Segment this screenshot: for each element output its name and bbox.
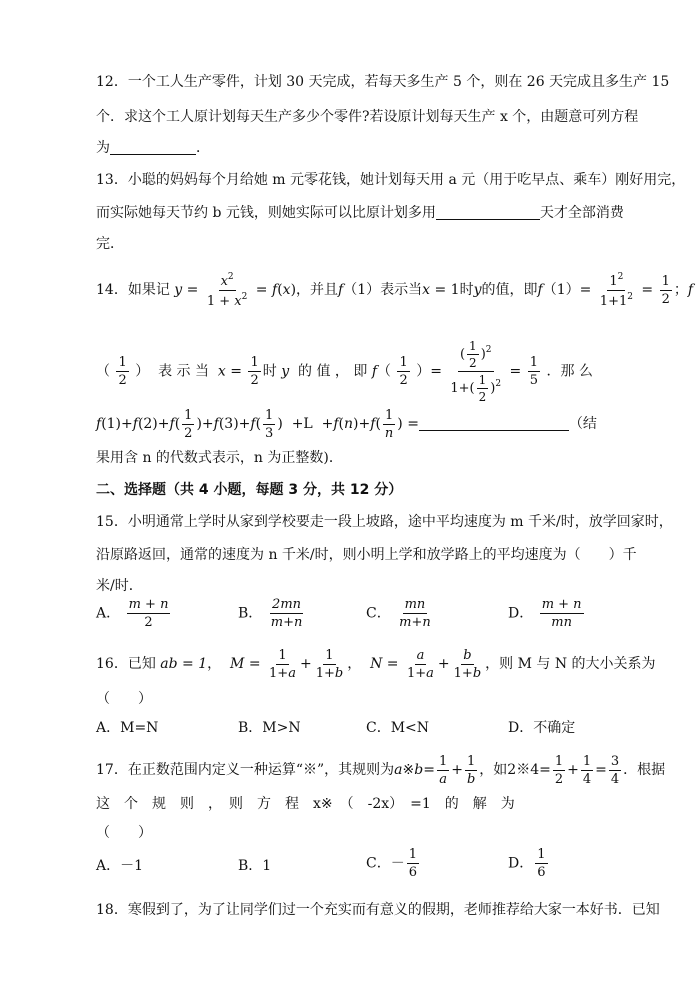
option-label: A． bbox=[96, 605, 121, 622]
q13-suffix: 天才全部消费 bbox=[539, 205, 624, 221]
q17-text2: ，如 bbox=[479, 762, 508, 778]
q12-answer-blank[interactable] bbox=[110, 140, 196, 155]
option-label: B． bbox=[238, 605, 263, 622]
q14-fraction-x: $\frac{1}{2}$ bbox=[250, 355, 259, 388]
q14-fraction-f1: $\frac{1^2}{1+1^2}$ bbox=[599, 271, 633, 309]
option-label: D． bbox=[508, 605, 534, 622]
option-den: m+n bbox=[399, 615, 431, 630]
option-label: C．－ bbox=[366, 855, 405, 872]
q16-m-label: M = bbox=[230, 656, 261, 672]
q14-fraction-fifth: $\frac{1}{5}$ bbox=[529, 355, 539, 388]
q17-frac-half: $\frac{1}{2}$ bbox=[554, 753, 564, 787]
q13-prefix: 而实际她每天节约 b 元钱，则她实际可以比原计划多用 bbox=[96, 205, 436, 221]
q15-option-d[interactable] bbox=[508, 598, 586, 629]
q14-text5: 的值，即 bbox=[481, 282, 538, 298]
q14-text10: ．那 么 bbox=[546, 363, 593, 380]
q14-line2: （ $\frac{1}{2}$ ） 表 示 当 x = $\frac{1}{2}$ 时 y 的 值 ， 即 f（ $\frac{1}{2}$ ）= ( $\frac{1}{2}$ )$^2$ 1+( $\frac{1}{2}$ )$^2$ = $\frac{1}{5}$ ．那 么 bbox=[96, 339, 593, 404]
q18-line1: 18．寒假到了，为了让同学们过一个充实而有意义的假期，老师推荐给大家一本好书．已知 bbox=[96, 902, 660, 918]
q16-line1: 16．已知 ab = 1， M = $\frac{1}{1+a}$ + $\frac{1}{1+b}$ ， N = $\frac{a}{1+a}$ + $\frac{b}{1+b}$ ，则 M 与 N 的大小关系为 bbox=[96, 647, 656, 681]
option-den: m+n bbox=[270, 615, 303, 630]
q16-n-frac1: $\frac{a}{1+a}$ bbox=[406, 647, 434, 681]
q17-option-c[interactable] bbox=[366, 848, 421, 879]
q13-answer-blank[interactable] bbox=[436, 205, 540, 220]
q15-line1: 15．小明通常上学时从家到学校要走一段上坡路，途中平均速度为 m 千米/时，放学回家时， bbox=[96, 514, 673, 530]
q16-option-c[interactable]: C．M<N bbox=[366, 720, 430, 736]
q14-fraction-arg: $\frac{1}{2}$ bbox=[118, 355, 127, 388]
q13-line3: 完． bbox=[96, 236, 124, 252]
q17-frac-quarter: $\frac{1}{4}$ bbox=[582, 753, 592, 787]
q17-text3: ．根据 bbox=[623, 762, 666, 778]
q15-line3: 米/时． bbox=[96, 578, 143, 594]
option-num: mn bbox=[404, 597, 426, 612]
q14-sum-frac2: $\frac{1}{3}$ bbox=[265, 407, 274, 441]
q14-text7: 表 示 当 bbox=[158, 363, 209, 380]
q14-number: 14． bbox=[96, 282, 128, 298]
q16-option-a[interactable]: A．M=N bbox=[96, 720, 159, 736]
q16-line2: （ ） bbox=[96, 691, 152, 707]
q17-line2: 这 个 规 则 ， 则 方 程 x※ （ -2x） =1 的 解 为 bbox=[96, 796, 515, 812]
q14-text3: 表示当 bbox=[380, 282, 423, 298]
q16-option-b[interactable]: B．M>N bbox=[238, 720, 301, 736]
q12-prefix: 为 bbox=[96, 140, 110, 156]
q17-frac-3-4: $\frac{3}{4}$ bbox=[610, 753, 620, 787]
q15-option-b[interactable] bbox=[238, 598, 306, 629]
q17-frac-b: $\frac{1}{b}$ bbox=[466, 753, 476, 787]
q14-text9: 的 值 ， 即 bbox=[298, 363, 368, 380]
q14-line1: 14．如果记 y = $\frac{x^2}{1 + x^2}$ = f(x)，并且f（1）表示当x = 1时y的值，即f（1）= $\frac{1^2}{1+1^2}$ = $\frac{1}{2}$ ；f bbox=[96, 271, 694, 309]
q14-line3: f(1)+f(2)+f( $\frac{1}{2}$ )+f(3)+f( $\frac{1}{3}$ ) +L +f(n)+f( $\frac{1}{n}$ ) = （结 bbox=[96, 407, 597, 441]
q14-text11: （结 bbox=[568, 416, 597, 432]
q14-sum-frac1: $\frac{1}{2}$ bbox=[184, 407, 193, 441]
q14-answer-blank[interactable] bbox=[419, 416, 569, 431]
q17-frac-d: $\frac{1}{6}$ bbox=[537, 847, 546, 880]
option-num: m + n bbox=[541, 597, 582, 612]
q17-frac-c: $\frac{1}{6}$ bbox=[408, 847, 417, 880]
q14-paren-close: ） bbox=[135, 363, 150, 380]
q17-option-a[interactable]: A．－1 bbox=[96, 858, 144, 874]
q14-text: 如果记 bbox=[127, 282, 170, 298]
q16-text1: 已知 bbox=[127, 656, 156, 672]
q16-text2: ，则 M 与 N 的大小关系为 bbox=[485, 656, 656, 672]
q16-option-d[interactable]: D．不确定 bbox=[508, 720, 576, 736]
q14-sum-frac3: $\frac{1}{n}$ bbox=[384, 407, 394, 441]
option-den: mn bbox=[551, 615, 572, 630]
q14-text8: 时 bbox=[262, 363, 277, 380]
q16-n-frac2: $\frac{b}{1+b}$ bbox=[453, 647, 482, 681]
q12-suffix: ． bbox=[196, 140, 210, 156]
q15-line2: 沿原路返回，通常的速度为 n 千米/时，则小明上学和放学路上的平均速度为（ ）千 bbox=[96, 547, 637, 563]
option-label: D． bbox=[508, 855, 534, 872]
q17-line3: （ ） bbox=[96, 825, 152, 841]
q16-m-frac1: $\frac{1}{1+a}$ bbox=[269, 647, 296, 681]
option-num: 2mn bbox=[272, 597, 302, 612]
option-label: C． bbox=[366, 605, 391, 622]
q16-m-frac2: $\frac{1}{1+b}$ bbox=[315, 647, 344, 681]
q14-fraction-half: $\frac{1}{2}$ bbox=[661, 273, 670, 307]
q14-text4: 时 bbox=[459, 282, 474, 298]
section-title: 二、选择题（共 4 小题，每题 3 分，共 12 分） bbox=[96, 482, 403, 498]
q15-option-a[interactable] bbox=[96, 598, 172, 629]
q12-line2: 个．求这个工人原计划每天生产多少个零件?若设原计划每天生产 x 个，由题意可列方程 bbox=[96, 109, 639, 125]
q15-option-c[interactable] bbox=[366, 598, 435, 629]
q14-text6: ； bbox=[673, 282, 688, 298]
q17-text1: 17．在正数范围内定义一种运算“※”，其规则为 bbox=[96, 762, 395, 778]
q17-option-d[interactable] bbox=[508, 848, 550, 879]
q13-line2 bbox=[96, 203, 624, 223]
option-den: 2 bbox=[144, 615, 153, 630]
q12-line1: 12．一个工人生产零件，计划 30 天完成，若每天多生产 5 个，则在 26 天完成且多生产 15 bbox=[96, 74, 670, 90]
q14-line4: 果用含 n 的代数式表示，n 为正整数)． bbox=[96, 450, 343, 466]
q17-frac-a: $\frac{1}{a}$ bbox=[438, 753, 448, 787]
q17-option-b[interactable]: B．1 bbox=[238, 858, 272, 874]
option-num: m + n bbox=[128, 597, 169, 612]
q16-n-label: N = bbox=[370, 656, 399, 672]
q13-line1: 13．小聪的妈妈每个月给她 m 元零花钱，她计划每天用 a 元（用于吃早点、乘车）刚好用完， bbox=[96, 172, 686, 188]
q12-line3 bbox=[96, 138, 210, 158]
q17-line1: 17．在正数范围内定义一种运算“※”，其规则为a※b= $\frac{1}{a}$ + $\frac{1}{b}$ ，如2※4= $\frac{1}{2}$ + $\frac{1}{4}$ = $\frac{3}{4}$ ．根据 bbox=[96, 753, 666, 787]
q14-fraction-arg2: $\frac{1}{2}$ bbox=[399, 355, 408, 388]
q16-ab: ab = 1 bbox=[160, 656, 208, 672]
q14-fraction-def: $\frac{x^2}{1 + x^2}$ bbox=[206, 271, 248, 309]
q14-fraction-complex: ( $\frac{1}{2}$ )$^2$ 1+( $\frac{1}{2}$ )$^2$ bbox=[450, 339, 502, 404]
q16-number: 16． bbox=[96, 656, 128, 672]
q16-comma: ， bbox=[207, 656, 222, 672]
q14-text2: ，并且 bbox=[296, 282, 339, 298]
q14-paren-open: （ bbox=[96, 363, 110, 380]
